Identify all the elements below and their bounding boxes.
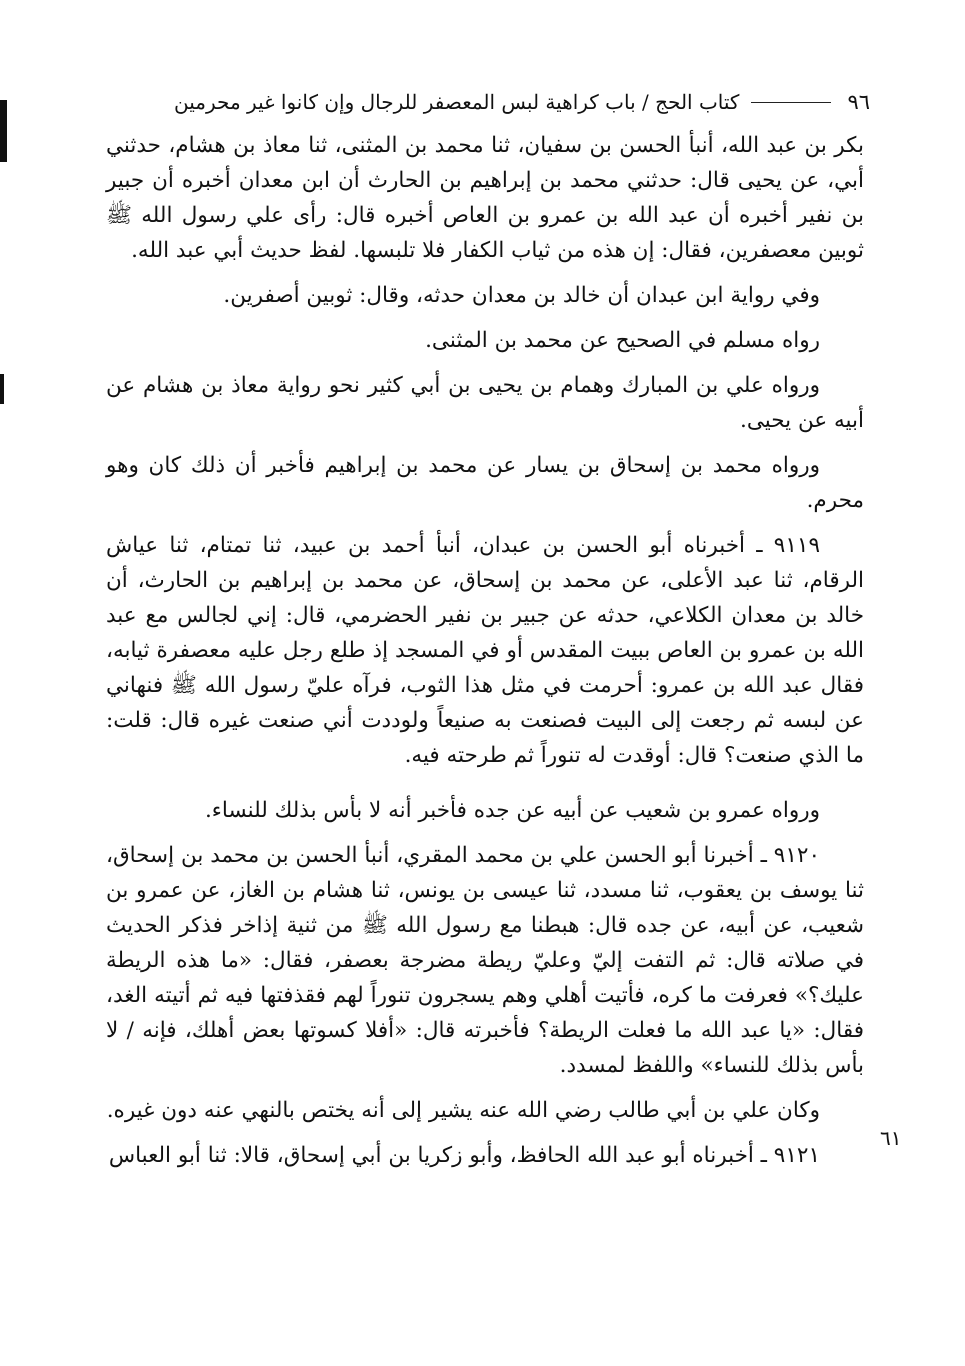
paragraph-muslim-reference: رواه مسلم في الصحيح عن محمد بن المثنى. (425, 328, 820, 353)
paragraph-hadith-9119: ٩١١٩ ـ أخبرناه أبو الحسن بن عبدان، أنبأ أحمد بن عبيد، ثنا تمتام، ثنا عياش الرقام، ثنا عبد الأعلى، عن محمد بن إسحاق، عن محمد بن إبراهيم بن الحارث، أن خالد بن معدان الكلاعي، حدثه عن جبير بن نفير الحضرمي، قال: إني لجالس مع عبد الله بن عمرو بن العاص ببيت المقدس أو في المسجد إذ طلع رجل عليه معصفرة ثيابه، فقال عبد الله بن عمرو: أحرمت في مثل هذا الثوب، فرآه عليّ رسول الله ﷺ فنهاني عن لبسه ثم رجعت إلى البيت فصنعت به صنيعاً ولوددت أني صنعت غيره قال: قلت: ما الذي صنعت؟ قال: أوقدت له تنوراً ثم طرحته فيه. (106, 533, 864, 768)
paragraph-hadith-9121: ٩١٢١ ـ أخبرناه أبو عبد الله الحافظ، وأبو زكريا بن أبي إسحاق، قالا: ثنا أبو العباس (108, 1143, 820, 1168)
paragraph-hadith-9120: ٩١٢٠ ـ أخبرنا أبو الحسن علي بن محمد المقري، أنبأ الحسن بن محمد بن إسحاق، ثنا يوسف بن يعقوب، ثنا مسدد، ثنا عيسى بن يونس، ثنا هشام بن الغاز، عن عمرو بن شعيب، عن أبيه، عن جده قال: هبطنا مع رسول الله ﷺ من ثنية إذاخر فذكر الحديث في صلاته قال: ثم التفت إليّ وعليّ ريطة مضرجة بعصفر، فقال: «ما هذه الريطة عليك؟» فعرفت ما كره، فأتيت أهلي وهم يسجرون تنوراً لهم فقذفتها فيه ثم أتيته الغد، فقال: «يا عبد الله ما فعلت الريطة؟ فأخبرته قال: «أفلا كسوتها بعض أهلك، فإنه / لا بأس بذلك للنساء» واللفظ لمسدد. (106, 843, 864, 1078)
page-header (108, 82, 870, 122)
margin-volume-marker: ٦١ (880, 1126, 902, 1150)
paragraph-isnad-continuation: بكر بن عبد الله، أنبأ الحسن بن سفيان، ثنا محمد بن المثنى، ثنا معاذ بن هشام، حدثني أبي، عن يحيى قال: حدثني محمد بن إبراهيم بن الحارث أن ابن معدان أخبره أن جبير بن نفير أخبره أن عبد الله بن عمرو بن العاص أخبره قال: رأى علي رسول الله ﷺ ثوبين معصفرين، فقال: إن هذه من ثياب الكفار فلا تلبسها. لفظ حديث أبي عبد الله. (106, 133, 864, 263)
header-rule (751, 102, 831, 103)
scan-edge-mark-middle (0, 374, 4, 404)
page-number: ٩٦ (847, 90, 870, 114)
paragraph-ali-ibn-mubarak-narration: ورواه علي بن المبارك وهمام بن يحيى بن أبي كثير نحو رواية معاذ بن هشام عن أبيه عن يحيى. (106, 373, 864, 433)
page-body (106, 128, 864, 1183)
paragraph-ibn-abdan-narration: وفي رواية ابن عبدان أن خالد بن معدان حدثه، وقال: ثوبين أصفرين. (223, 283, 820, 308)
running-title: كتاب الحج / باب كراهية لبس المعصفر للرجال وإن كانوا غير محرمين (174, 90, 740, 114)
paragraph-amr-ibn-shuayb-narration: ورواه عمرو بن شعيب عن أبيه عن جده فأخبر أنه لا بأس بذلك للنساء. (204, 798, 820, 823)
paragraph-ibn-ishaq-narration: ورواه محمد بن إسحاق بن يسار عن محمد بن إبراهيم فأخبر أن ذلك كان وهو محرم. (106, 453, 864, 513)
scan-edge-mark-top (0, 100, 7, 162)
paragraph-ali-ibn-abi-talib-note: وكان علي بن أبي طالب رضي الله عنه يشير إلى أنه يختص بالنهي عنه دون غيره. (106, 1098, 820, 1123)
